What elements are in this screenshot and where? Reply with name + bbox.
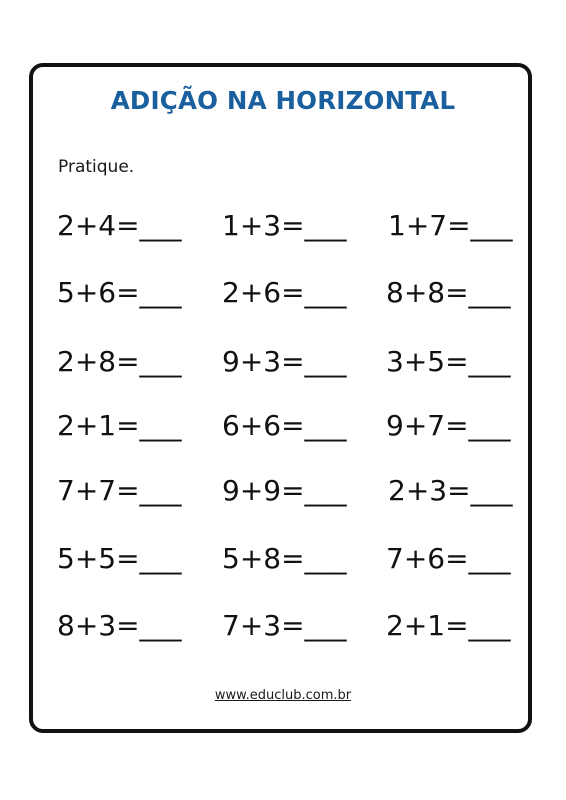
exercise-item: 2+1=___ (57, 409, 182, 442)
exercise-item: 9+7=___ (386, 409, 511, 442)
exercise-item: 2+1=___ (386, 609, 511, 642)
exercise-item: 1+3=___ (222, 209, 347, 242)
exercise-item: 7+3=___ (222, 609, 347, 642)
exercise-item: 2+4=___ (57, 209, 182, 242)
instruction-text: Pratique. (58, 157, 135, 177)
exercise-item: 2+8=___ (57, 345, 182, 378)
exercise-item: 6+6=___ (222, 409, 347, 442)
exercise-item: 9+9=___ (222, 474, 347, 507)
exercise-item: 8+3=___ (57, 609, 182, 642)
footer-link[interactable]: www.educlub.com.br (214, 688, 352, 703)
worksheet-title: ADIÇÃO NA HORIZONTAL (110, 86, 456, 115)
exercise-item: 7+6=___ (386, 542, 511, 575)
exercise-item: 2+6=___ (222, 276, 347, 309)
exercise-item: 7+7=___ (57, 474, 182, 507)
exercise-item: 8+8=___ (386, 276, 511, 309)
exercise-item: 9+3=___ (222, 345, 347, 378)
exercise-item: 5+6=___ (57, 276, 182, 309)
exercise-item: 2+3=___ (388, 474, 513, 507)
exercise-item: 5+8=___ (222, 542, 347, 575)
exercise-item: 1+7=___ (388, 209, 513, 242)
exercise-item: 5+5=___ (57, 542, 182, 575)
exercise-item: 3+5=___ (386, 345, 511, 378)
